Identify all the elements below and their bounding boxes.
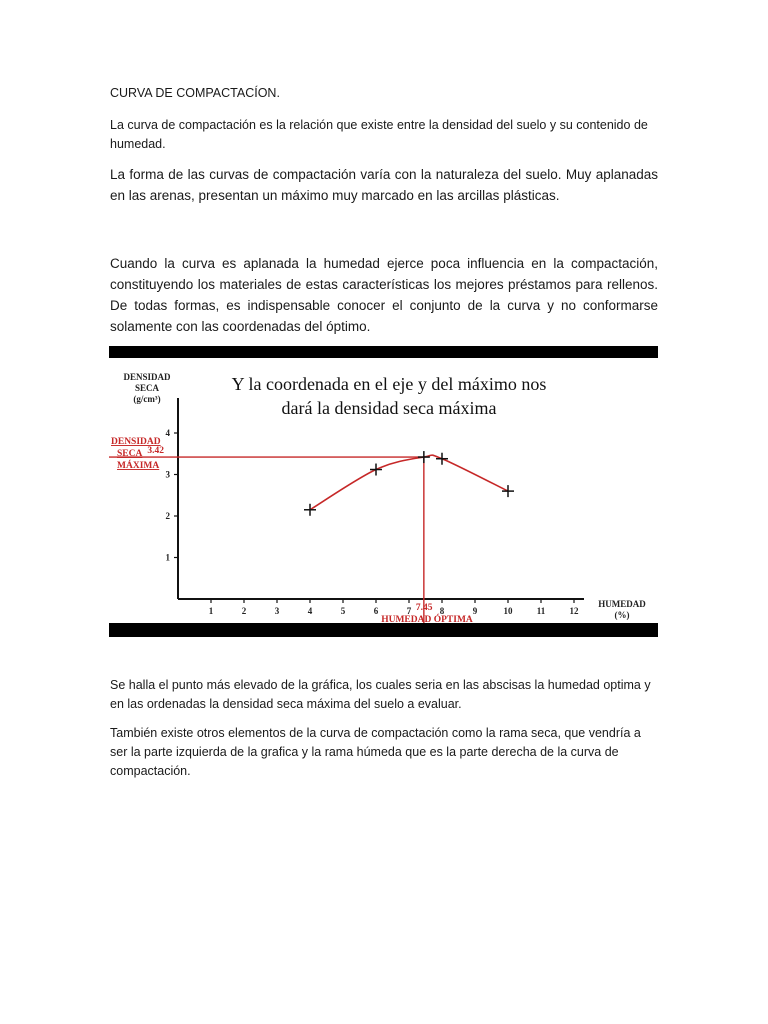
compaction-curve-figure	[109, 346, 658, 637]
max-density-value: 3.42	[147, 446, 164, 457]
paragraph-highest-point: Se halla el punto más elevado de la gráfica, los cuales seria en las abscisas la humedad optima y en las ordenadas la densidad seca máxima del suelo a evaluar.	[110, 678, 651, 711]
document-heading: CURVA DE COMPACTACÍON.	[110, 86, 280, 100]
optimum-moisture-label: HUMEDAD ÓPTIMA	[381, 615, 473, 623]
data-point-marker	[370, 464, 382, 476]
max-density-label-line-2: SECA	[117, 449, 143, 459]
x-tick-label: 1	[208, 606, 214, 616]
paragraph-curve-shape: La forma de las curvas de compactación varía con la naturaleza del suelo. Muy aplanadas en las arenas, presentan un máximo muy marcado en las arcillas plásticas.	[110, 167, 658, 203]
paragraph-branches: También existe otros elementos de la curva de compactación como la rama seca, que vendría a ser la parte izquierda de la grafica y la rama húmeda que es la parte derecha de la curva de compactación.	[110, 726, 641, 778]
x-tick-label: 11	[536, 606, 546, 616]
max-density-label-line-3: MÁXIMA	[117, 461, 160, 471]
compaction-chart	[109, 358, 658, 623]
x-tick-label: 12	[569, 606, 579, 616]
y-axis-label-line-2: SECA	[134, 383, 160, 393]
y-tick-label: 4	[165, 428, 170, 438]
x-tick-label: 8	[439, 606, 445, 616]
x-axis-label-line-1: HUMEDAD	[598, 599, 646, 609]
optimum-moisture-value: 7.45	[415, 603, 433, 613]
y-axis-label-line-3: (g/cm³)	[133, 394, 161, 404]
x-tick-label: 2	[241, 606, 247, 616]
x-tick-label: 5	[340, 606, 346, 616]
y-tick-label: 2	[165, 511, 170, 521]
y-axis-label-line-1: DENSIDAD	[123, 372, 171, 382]
data-point-marker	[304, 504, 316, 516]
data-point-marker	[436, 453, 448, 465]
y-tick-label: 3	[165, 469, 170, 480]
max-density-label-line-1: DENSIDAD	[111, 437, 161, 447]
y-tick-label: 1	[165, 552, 170, 563]
x-axis-label-line-2: (%)	[614, 610, 630, 620]
x-tick-label: 6	[373, 606, 379, 616]
data-point-marker	[418, 451, 430, 463]
x-tick-label: 4	[307, 606, 313, 616]
chart-panel	[109, 358, 658, 623]
chart-title-line-2: dará la densidad seca máxima	[281, 398, 497, 418]
x-tick-label: 10	[503, 606, 513, 616]
compaction-curve-line	[310, 455, 508, 510]
paragraph-definition: La curva de compactación es la relación que existe entre la densidad del suelo y su contenido de humedad.	[110, 118, 648, 151]
chart-title-line-1: Y la coordenada en el eje y del máximo nos	[231, 374, 547, 394]
x-tick-label: 7	[406, 606, 412, 616]
data-point-marker	[502, 485, 514, 497]
paragraph-flat-curve: Cuando la curva es aplanada la humedad ejerce poca influencia en la compactación, constituyendo los materiales de estas características los mejores préstamos para rellenos. De todas formas, es indispensable conocer el conjunto de la curva y no conformarse solamente con las coordenadas del óptimo.	[110, 256, 658, 334]
x-tick-label: 3	[274, 606, 280, 616]
x-tick-label: 9	[472, 606, 478, 616]
